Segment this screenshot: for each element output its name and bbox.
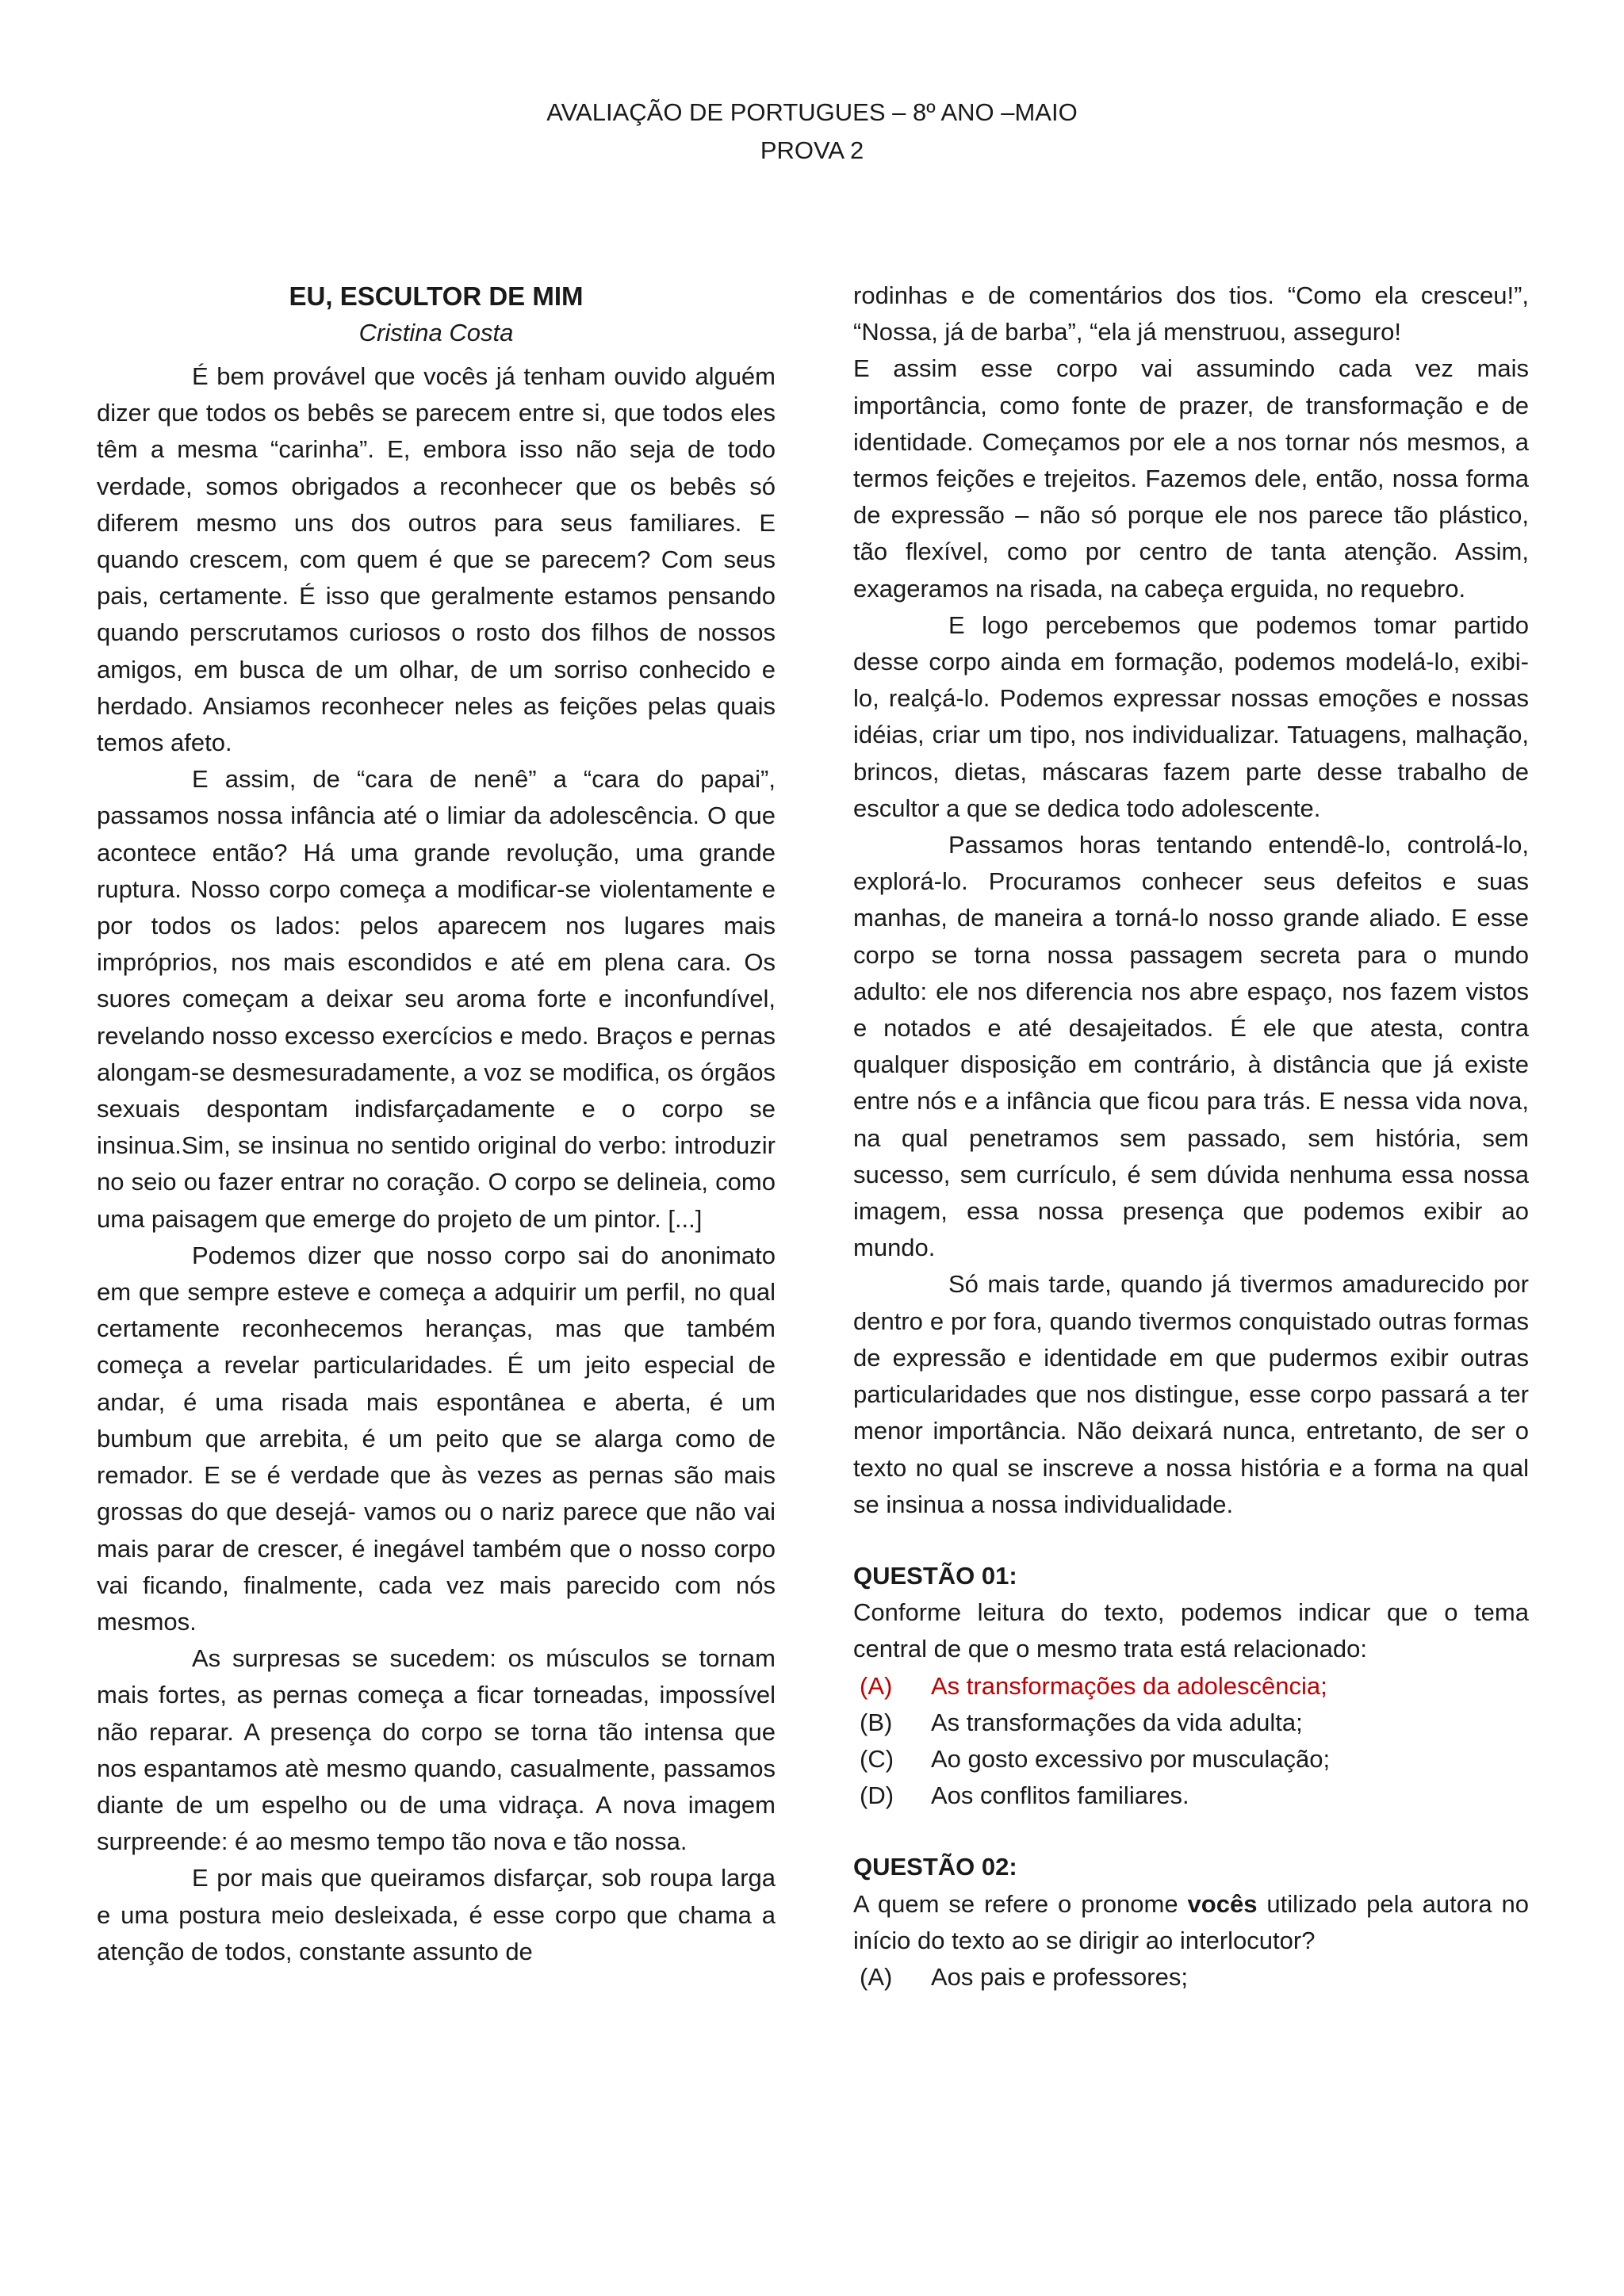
exam-header-title: AVALIAÇÃO DE PORTUGUES – 8º ANO –MAIO [546,98,1078,126]
article-author: Cristina Costa [358,319,514,346]
option-letter: (C) [860,1744,894,1773]
article-paragraph: É bem provável que vocês já tenham ouvido alguém dizer que todos os bebês se parecem entre si, que todos eles têm a mesma “carinha”. E, embora isso não seja de todo verdade, somos obrigados a reconhecer que os bebês só diferem mesmo uns dos outros para seus familiares. E quando crescem, com quem é que se parecem? Com seus pais, certamente. É isso que geralmente estamos pensando quando perscrutamos curiosos o rosto dos filhos de nossos amigos, em busca de um olhar, de um sorriso conhecido e herdado. Ansiamos reconhecer neles as feições pelas quais temos afeto. [97,362,776,757]
exam-header [0,94,1624,170]
option-text: As transformações da adolescência; [931,1671,1327,1700]
option-letter: (A) [860,1962,893,1991]
question-02 [853,1849,1529,1996]
article-paragraph: Só mais tarde, quando já tivermos amadurecido por dentro e por fora, quando tivermos conquistado outras formas de expressão e identidade em que pudermos exibir outras particularidades que nos distingue, esse corpo passará a ter menor importância. Não deixará nunca, entretanto, de ser o texto no qual se inscreve a nossa história e a forma na qual se insinua a nossa individualidade. [853,1270,1529,1518]
answer-option-a[interactable] [853,1959,1529,1996]
answer-option-c[interactable] [853,1741,1529,1777]
article-paragraph: E assim esse corpo vai assumindo cada vez mais importância, como fonte de prazer, de transformação e de identidade. Começamos por ele a nos tornar nós mesmos, a termos feições e trejeitos. Fazemos dele, então, nossa forma de expressão – não só porque ele nos parece tão plástico, tão flexível, como por centro de tanta atenção. Assim, exageramos na risada, na cabeça erguida, no requebro. [853,354,1529,603]
option-text: Aos conflitos familiares. [931,1781,1189,1810]
question-01 [853,1558,1529,1814]
prompt-keyword: vocês [1187,1889,1258,1918]
prompt-text: A quem se refere o pronome [853,1889,1188,1918]
answer-option-b[interactable] [853,1705,1529,1741]
spacer [853,1523,1529,1558]
answer-option-a[interactable] [853,1668,1529,1705]
spacer [853,1814,1529,1849]
prompt-text: utilizado pela autora no início do texto ao se dirigir ao interlocutor? [853,1889,1529,1954]
article-paragraph: Passamos horas tentando entendê-lo, controlá-lo, explorá-lo. Procuramos conhecer seus defeitos e suas manhas, de maneira a torná-lo nosso grande aliado. E esse corpo se torna nossa passagem secreta para o mundo adulto: ele nos diferencia nos abre espaço, nos fazem vistos e notados e até desajeitados. É ele que atesta, contra qualquer disposição em contrário, à distância que já existe entre nós e a infância que ficou para trás. E nessa vida nova, na qual penetramos sem passado, sem história, sem sucesso, sem currículo, é sem dúvida nenhuma essa nossa imagem, essa nossa presença que podemos exibir ao mundo. [853,831,1529,1262]
left-column [97,277,776,1970]
article-paragraph: E assim, de “cara de nenê” a “cara do papai”, passamos nossa infância até o limiar da adolescência. O que acontece então? Há uma grande revolução, uma grande ruptura. Nosso corpo começa a modificar-se violentamente e por todos os lados: pelos aparecem nos lugares mais impróprios, nos mais escondidos e até em plena cara. Os suores começam a deixar seu aroma forte e inconfundível, revelando nosso excesso exercícios e medo. Braços e pernas alongam-se desmesuradamente, a voz se modifica, os órgãos sexuais despontam indisfarçadamente e o corpo se insinua.Sim, se insinua no sentido original do verbo: introduzir no seio ou fazer entrar no coração. O corpo se delineia, como uma paisagem que emerge do projeto de um pintor. [...] [97,765,776,1233]
option-letter: (B) [860,1708,893,1736]
article-paragraph: E por mais que queiramos disfarçar, sob roupa larga e uma postura meio desleixada, é esse corpo que chama a atenção de todos, constante assunto de [97,1864,776,1965]
option-letter: (D) [860,1781,894,1810]
question-prompt: Conforme leitura do texto, podemos indicar que o tema central de que o mesmo trata está relacionado: [853,1598,1529,1663]
exam-header-subtitle: PROVA 2 [760,136,864,164]
option-text: As transformações da vida adulta; [931,1708,1303,1736]
answer-option-d[interactable] [853,1777,1529,1814]
article-paragraph: As surpresas se sucedem: os músculos se tornam mais fortes, as pernas começa a ficar torneadas, impossível não reparar. A presença do corpo se torna tão intensa que nos espantamos atè mesmo quando, casualmente, passamos diante de um espelho ou de uma vidraça. A nova imagem surpreende: é ao mesmo tempo tão nova e tão nossa. [97,1644,776,1856]
option-text: Ao gosto excessivo por musculação; [931,1744,1331,1773]
right-column [853,277,1529,1996]
article-paragraph: E logo percebemos que podemos tomar partido desse corpo ainda em formação, podemos modelá-lo, exibi-lo, realçá-lo. Podemos expressar nossas emoções e nossas idéias, criar um tipo, nos individualizar. Tatuagens, malhação, brincos, dietas, máscaras fazem parte desse trabalho de escultor a que se dedica todo adolescente. [853,610,1529,822]
question-title: QUESTÃO 02: [853,1853,1017,1881]
option-text: Aos pais e professores; [931,1962,1188,1991]
article-paragraph: rodinhas e de comentários dos tios. “Como ela cresceu!”, “Nossa, já de barba”, “ela já menstruou, asseguro! [853,281,1529,346]
question-title: QUESTÃO 01: [853,1561,1017,1590]
question-prompt [853,1886,1529,1959]
article-paragraph: Podemos dizer que nosso corpo sai do anonimato em que sempre esteve e começa a adquirir um perfil, no qual certamente reconhecemos heranças, mas que também começa a revelar particularidades. É um jeito especial de andar, é uma risada mais espontânea e aberta, é um bumbum que arrebita, é um peito que se alarga como de remador. E se é verdade que às vezes as pernas são mais grossas do que desejá- vamos ou o nariz parece que não vai mais parar de crescer, é inegável também que o nosso corpo vai ficando, finalmente, cada vez mais parecido com nós mesmos. [97,1241,776,1636]
article-title: EU, ESCULTOR DE MIM [289,281,584,311]
option-letter: (A) [860,1671,893,1700]
